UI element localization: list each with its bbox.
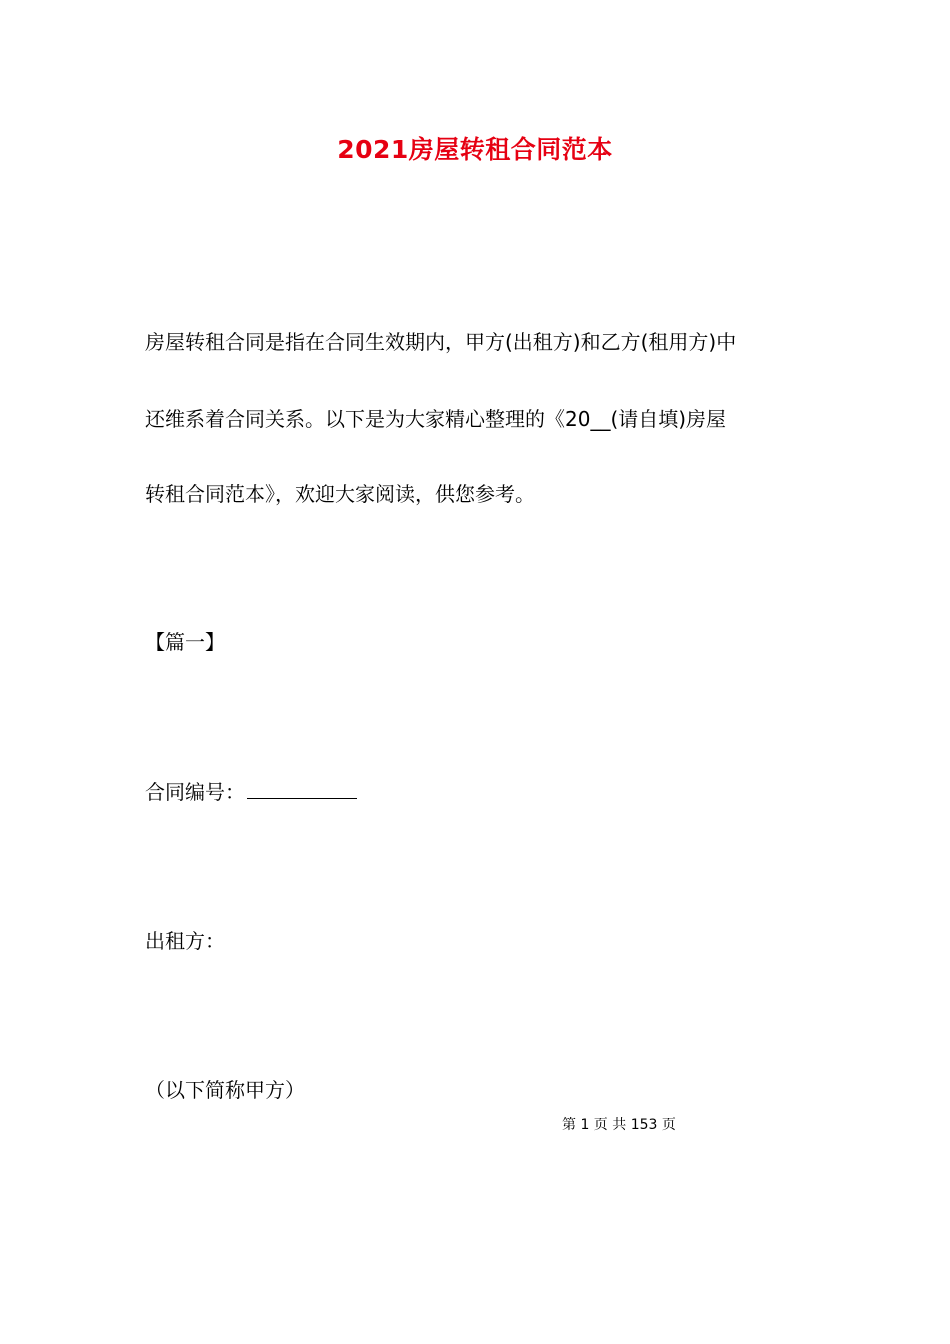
section-heading: 【篇一】 [145,630,225,654]
lessor-note: （以下简称甲方） [145,1078,305,1102]
contract-number-label: 合同编号： [145,780,245,804]
intro-line-3: 转租合同范本》，欢迎大家阅读，供您参考。 [145,482,535,506]
intro-line-1: 房屋转租合同是指在合同生效期内，甲方(出租方)和乙方(租用方)中 [145,330,737,354]
lessor-label: 出租方： [145,929,225,953]
intro-line-2: 还维系着合同关系。以下是为大家精心整理的《20__(请自填)房屋 [145,407,727,431]
contract-number-row [145,776,357,805]
page-footer: 第 1 页 共 153 页 [562,1117,676,1133]
page-title: 2021房屋转租合同范本 [337,135,613,164]
contract-number-blank [247,780,357,799]
